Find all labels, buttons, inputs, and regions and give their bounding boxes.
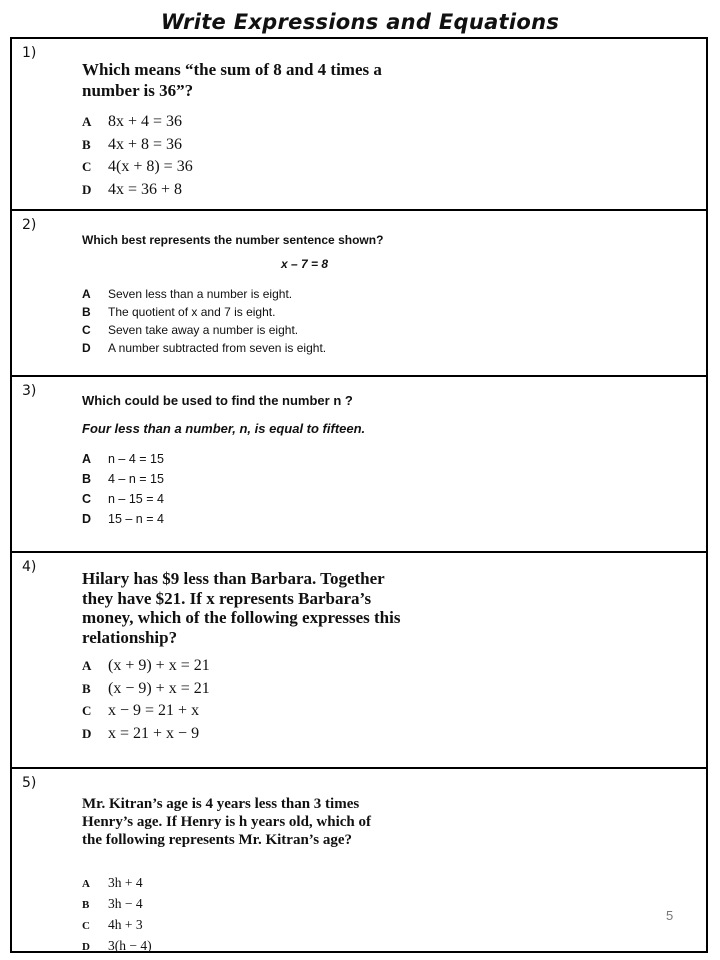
choice-c[interactable] — [82, 156, 193, 179]
choice-b[interactable] — [82, 134, 193, 157]
question-statement: Four less than a number, n, is equal to fifteen. — [82, 421, 366, 436]
choice-letter: C — [82, 159, 92, 174]
question-number: 4) — [22, 559, 37, 575]
choice-letter: A — [82, 452, 92, 466]
question-3 — [12, 377, 706, 553]
choice-letter: A — [82, 658, 92, 673]
choice-c[interactable] — [82, 321, 326, 339]
choice-letter: B — [82, 472, 92, 486]
question-4 — [12, 553, 706, 769]
question-number: 3) — [22, 383, 37, 399]
choice-letter: D — [82, 725, 92, 741]
worksheet — [10, 37, 708, 953]
choice-d[interactable] — [82, 339, 326, 357]
choice-text: (x + 9) + x = 21 — [108, 657, 210, 674]
answer-choices — [82, 111, 193, 201]
choice-d[interactable] — [82, 723, 210, 746]
choice-c[interactable] — [82, 700, 210, 723]
choice-b[interactable] — [82, 894, 152, 915]
choice-text: Seven less than a number is eight. — [108, 287, 293, 301]
choice-text: n – 15 = 4 — [108, 492, 164, 506]
page-title: Write Expressions and Equations — [160, 10, 560, 34]
choice-text: 3h − 4 — [108, 896, 143, 911]
choice-text: 3h + 4 — [108, 875, 143, 890]
choice-text: 4h + 3 — [108, 917, 143, 932]
choice-b[interactable] — [82, 469, 164, 489]
question-stem: Mr. Kitran’s age is 4 years less than 3 times Henry’s age. If Henry is h years old, which of the following represents Mr. Kitran’s age? — [82, 796, 372, 848]
choice-text: A number subtracted from seven is eight. — [108, 341, 327, 355]
question-1 — [12, 39, 706, 211]
page-number: 5 — [666, 908, 674, 923]
choice-text: 4x = 36 + 8 — [108, 180, 183, 198]
choice-text: 4x + 8 = 36 — [108, 135, 183, 153]
question-number: 5) — [22, 775, 37, 791]
answer-choices — [82, 449, 164, 529]
choice-letter: B — [82, 899, 90, 911]
answer-choices — [82, 655, 210, 745]
question-stem: Hilary has $9 less than Barbara. Together they have $21. If x represents Barbara’s money, which of the following expresses this relationship? — [82, 569, 401, 647]
question-stem: Which could be used to find the number n ? — [82, 393, 353, 408]
choice-letter: D — [82, 341, 91, 355]
number-sentence: x – 7 = 8 — [281, 257, 329, 271]
question-stem: Which means “the sum of 8 and 4 times a number is 36”? — [82, 60, 382, 100]
choice-text: The quotient of x and 7 is eight. — [108, 305, 276, 319]
choice-a[interactable] — [82, 873, 152, 894]
choice-letter: A — [82, 878, 90, 890]
question-stem: Which best represents the number sentence shown? — [82, 233, 384, 247]
choice-a[interactable] — [82, 111, 193, 134]
choice-text: 3(h − 4) — [108, 938, 152, 953]
question-number: 1) — [22, 45, 37, 61]
choice-c[interactable] — [82, 489, 164, 509]
choice-text: x = 21 + x − 9 — [108, 724, 200, 742]
question-number: 2) — [22, 217, 37, 233]
choice-letter: D — [82, 512, 92, 526]
choice-text: 4(x + 8) = 36 — [108, 158, 193, 175]
choice-text: (x − 9) + x = 21 — [108, 679, 210, 697]
choice-b[interactable] — [82, 303, 326, 321]
choice-d[interactable] — [82, 509, 164, 529]
choice-letter: C — [82, 492, 92, 506]
choice-c[interactable] — [82, 915, 152, 936]
choice-letter: D — [82, 941, 90, 953]
choice-a[interactable] — [82, 285, 326, 303]
choice-text: 4 – n = 15 — [108, 472, 164, 486]
choice-letter: D — [82, 181, 92, 197]
choice-text: 15 – n = 4 — [108, 512, 164, 526]
choice-letter: B — [82, 305, 91, 319]
choice-letter: C — [82, 703, 92, 718]
choice-letter: A — [82, 287, 91, 301]
choice-letter: C — [82, 920, 90, 932]
choice-d[interactable] — [82, 936, 152, 957]
choice-text: n – 4 = 15 — [108, 452, 164, 466]
choice-letter: B — [82, 136, 91, 152]
choice-letter: C — [82, 323, 91, 337]
choice-a[interactable] — [82, 655, 210, 678]
choice-text: x − 9 = 21 + x — [108, 702, 200, 719]
answer-choices — [82, 285, 326, 357]
choice-d[interactable] — [82, 179, 193, 202]
choice-text: 8x + 4 = 36 — [108, 113, 183, 130]
question-5 — [12, 769, 706, 951]
answer-choices — [82, 873, 152, 957]
choice-text: Seven take away a number is eight. — [108, 323, 299, 337]
choice-letter: B — [82, 680, 91, 696]
question-2 — [12, 211, 706, 377]
choice-a[interactable] — [82, 449, 164, 469]
choice-letter: A — [82, 114, 92, 129]
choice-b[interactable] — [82, 678, 210, 701]
